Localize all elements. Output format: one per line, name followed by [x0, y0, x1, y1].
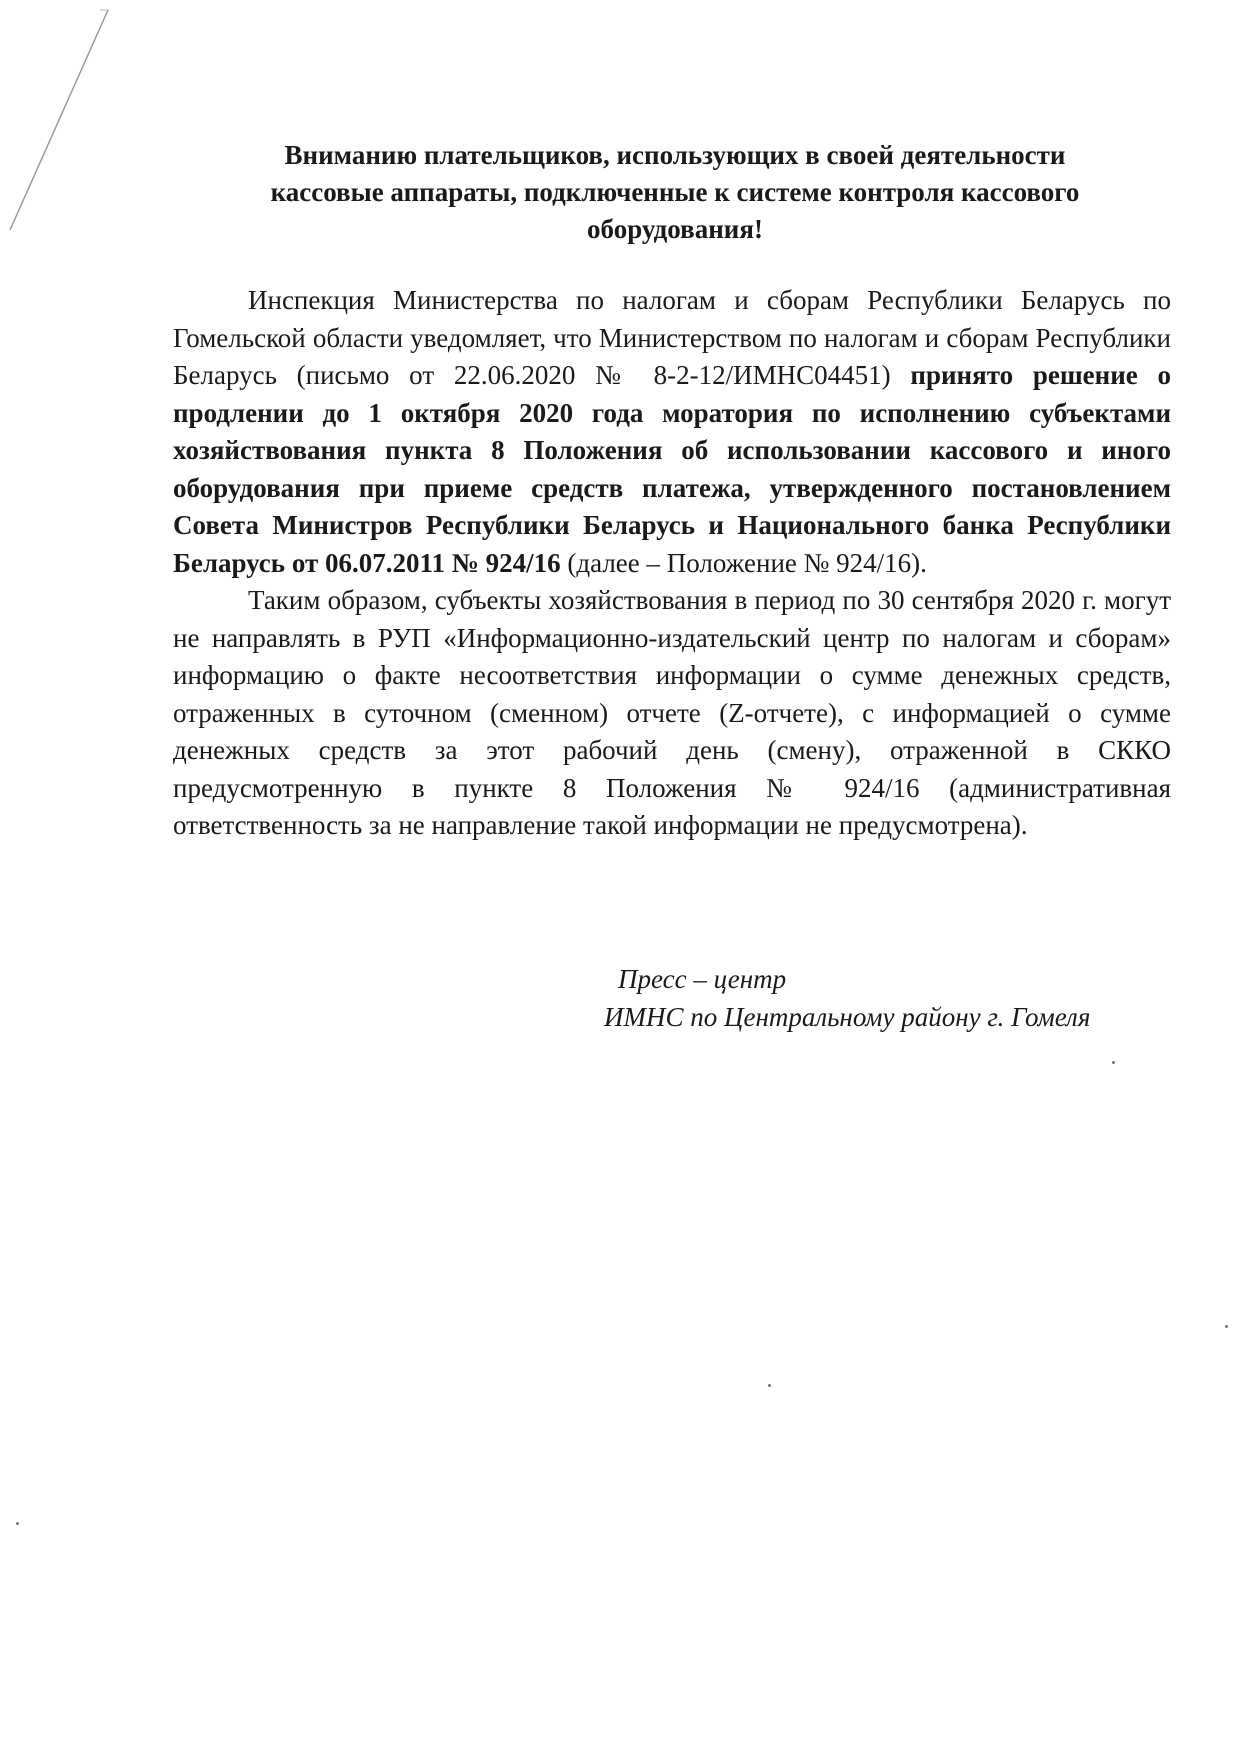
scan-fold-artifact — [0, 0, 110, 240]
paragraph-1-intro: Инспекция Министерства по налогам и сборам Республики Беларусь по Гомельской области уведомляет, что Министерством по налогам и сборам Республики Беларусь (письмо от 22.06.2020 № 8-2-12/ИМНС04451) — [173, 285, 1171, 390]
scan-speck — [768, 1384, 771, 1387]
paragraph-1-bold-decision: принято решение о продлении до 1 октября 2020 года моратория по исполнению субъектами хозяйствования пункта 8 Положения об использовании кассового и иного оборудования при приеме средств платежа, утвержденного постановлением Совета Министров Республики Беларусь и Национального банка Республики Беларусь от 06.07.2011 № 924/16 — [173, 360, 1171, 578]
scan-speck — [16, 1522, 19, 1525]
notice-heading — [175, 137, 1175, 248]
heading-line-3: оборудования! — [587, 214, 763, 244]
signature-press-center: Пресс – центр — [618, 964, 787, 994]
scan-speck — [1112, 1061, 1115, 1064]
signature-organization: ИМНС по Центральному району г. Гомеля — [604, 1002, 1091, 1032]
paragraph-1-outro: (далее – Положение № 924/16). — [560, 547, 927, 578]
signature-block — [604, 960, 1090, 1036]
notice-body — [173, 282, 1171, 845]
scan-speck — [1225, 1325, 1228, 1328]
paragraph-1 — [173, 282, 1171, 582]
heading-line-1: Вниманию плательщиков, использующих в своей деятельности — [284, 140, 1066, 170]
heading-line-2: кассовые аппараты, подключенные к системе контроля кассового — [270, 177, 1080, 207]
paragraph-2: Таким образом, субъекты хозяйствования в период по 30 сентября 2020 г. могут не направлять в РУП «Информационно-издательский центр по налогам и сборам» информацию о факте несоответствия информации о сумме денежных средств, отраженных в суточном (сменном) отчете (Z-отчете), с информацией о сумме денежных средств за этот рабочий день (смену), отраженной в СККО предусмотренную в пункте 8 Положения № 924/16 (административная ответственность за не направление такой информации не предусмотрена). — [173, 585, 1171, 840]
